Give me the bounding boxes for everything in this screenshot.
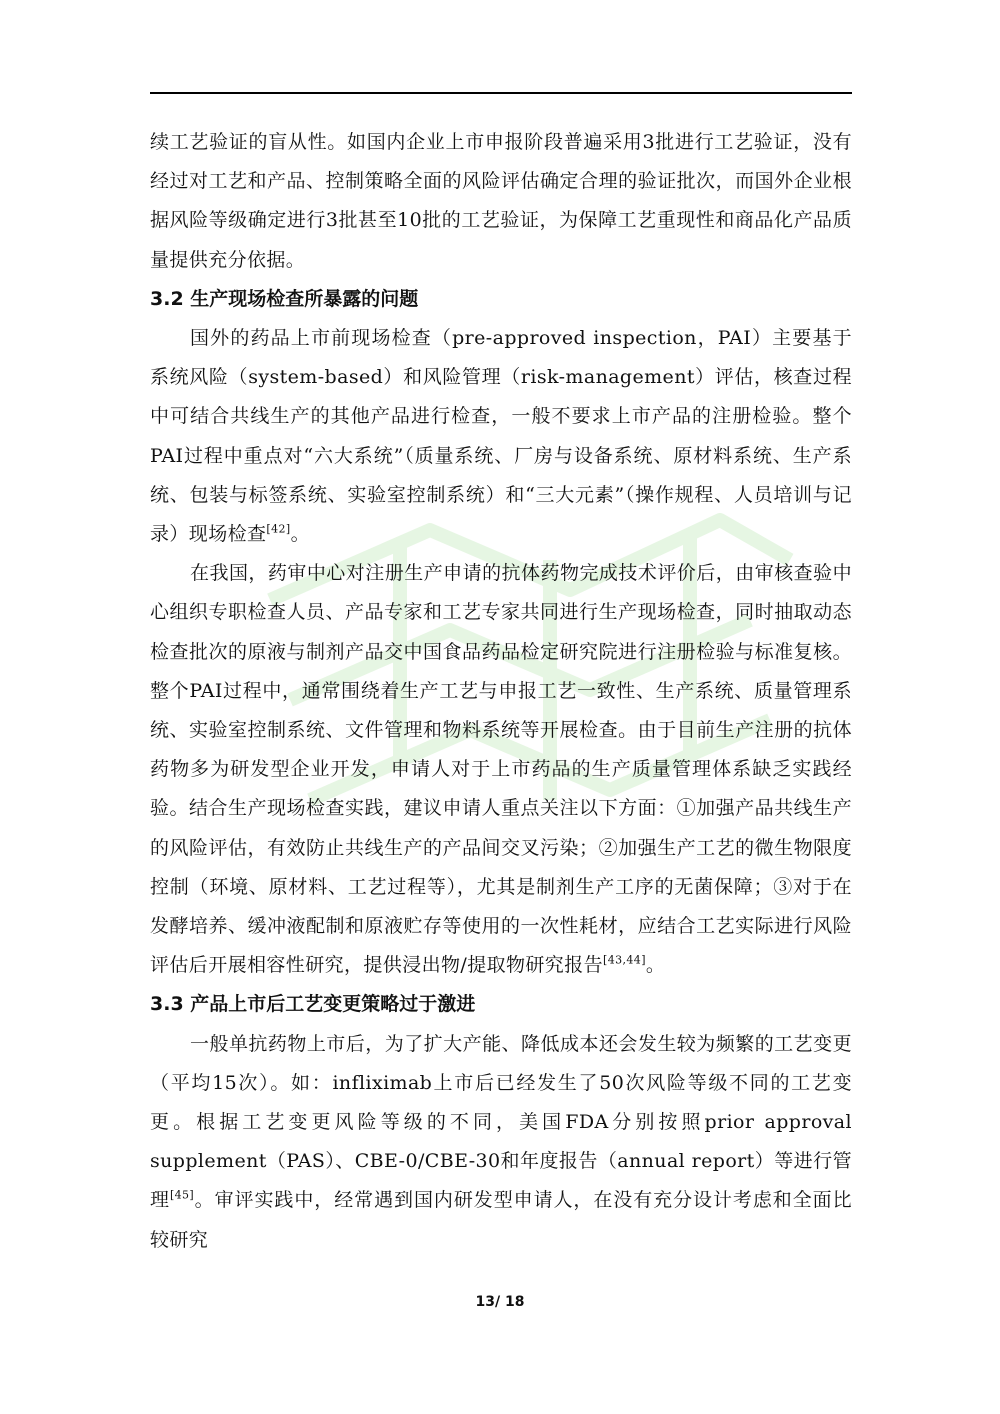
document-body [150,123,852,1260]
citation-ref: [43,44] [603,953,646,967]
paragraph-text-end: 。审评实践中，经常遇到国内研发型申请人，在没有充分设计考虑和全面比较研究 [150,1189,852,1251]
section-heading-3-2: 3.2 生产现场检查所暴露的问题 [150,287,419,310]
page-number: 13/ 18 [475,1294,525,1310]
citation-ref: [42] [266,522,291,536]
section-3-2-paragraph-1 [150,319,852,554]
intro-paragraph: 续工艺验证的盲从性。如国内企业上市申报阶段普遍采用3批进行工艺验证，没有经过对工艺和产品、控制策略全面的风险评估确定合理的验证批次，而国外企业根据风险等级确定进行3批甚至10批的工艺验证，为保障工艺重现性和商品化产品质量提供充分依据。 [150,131,852,271]
header-rule [150,92,852,94]
section-3-2-paragraph-2 [150,554,852,985]
paragraph-text-end: 。 [290,523,310,546]
paragraph-text-end: 。 [645,954,666,977]
section-3-3-paragraph-1 [150,1025,852,1260]
citation-ref: [45] [169,1189,195,1203]
section-heading-3-3: 3.3 产品上市后工艺变更策略过于激进 [150,993,476,1016]
paragraph-text: 国外的药品上市前现场检查（pre-approved inspection，PAI）主要基于系统风险（system-based）和风险管理（risk-management）评估，核查过程中可结合共线生产的其他产品进行检查，一般不要求上市产品的注册检验。整个PAI过程中重点对“六大系统”（质量系统、厂房与设备系统、原材料系统、生产系统、包装与标签系统、实验室控制系统）和“三大元素”（操作规程、人员培训与记录）现场检查 [150,327,852,546]
paragraph-text: 在我国，药审中心对注册生产申请的抗体药物完成技术评价后，由审核查验中心组织专职检查人员、产品专家和工艺专家共同进行生产现场检查，同时抽取动态检查批次的原液与制剂产品交中国食品药品检定研究院进行注册检验与标准复核。整个PAI过程中，通常围绕着生产工艺与申报工艺一致性、生产系统、质量管理系统、实验室控制系统、文件管理和物料系统等开展检查。由于目前生产注册的抗体药物多为研发型企业开发，申请人对于上市药品的生产质量管理体系缺乏实践经验。结合生产现场检查实践，建议申请人重点关注以下方面：①加强产品共线生产的风险评估，有效防止共线生产的产品间交叉污染；②加强生产工艺的微生物限度控制（环境、原材料、工艺过程等），尤其是制剂生产工序的无菌保障；③对于在发酵培养、缓冲液配制和原液贮存等使用的一次性耗材，应结合工艺实际进行风险评估后开展相容性研究，提供浸出物/提取物研究报告 [150,562,852,977]
paragraph-text: 一般单抗药物上市后，为了扩大产能、降低成本还会发生较为频繁的工艺变更（平均15次）。如：infliximab上市后已经发生了50次风险等级不同的工艺变更。根据工艺变更风险等级的不同，美国FDA分别按照prior approval supplement（PAS）、CBE-0/CBE-30和年度报告（annual report）等进行管理 [150,1032,852,1212]
